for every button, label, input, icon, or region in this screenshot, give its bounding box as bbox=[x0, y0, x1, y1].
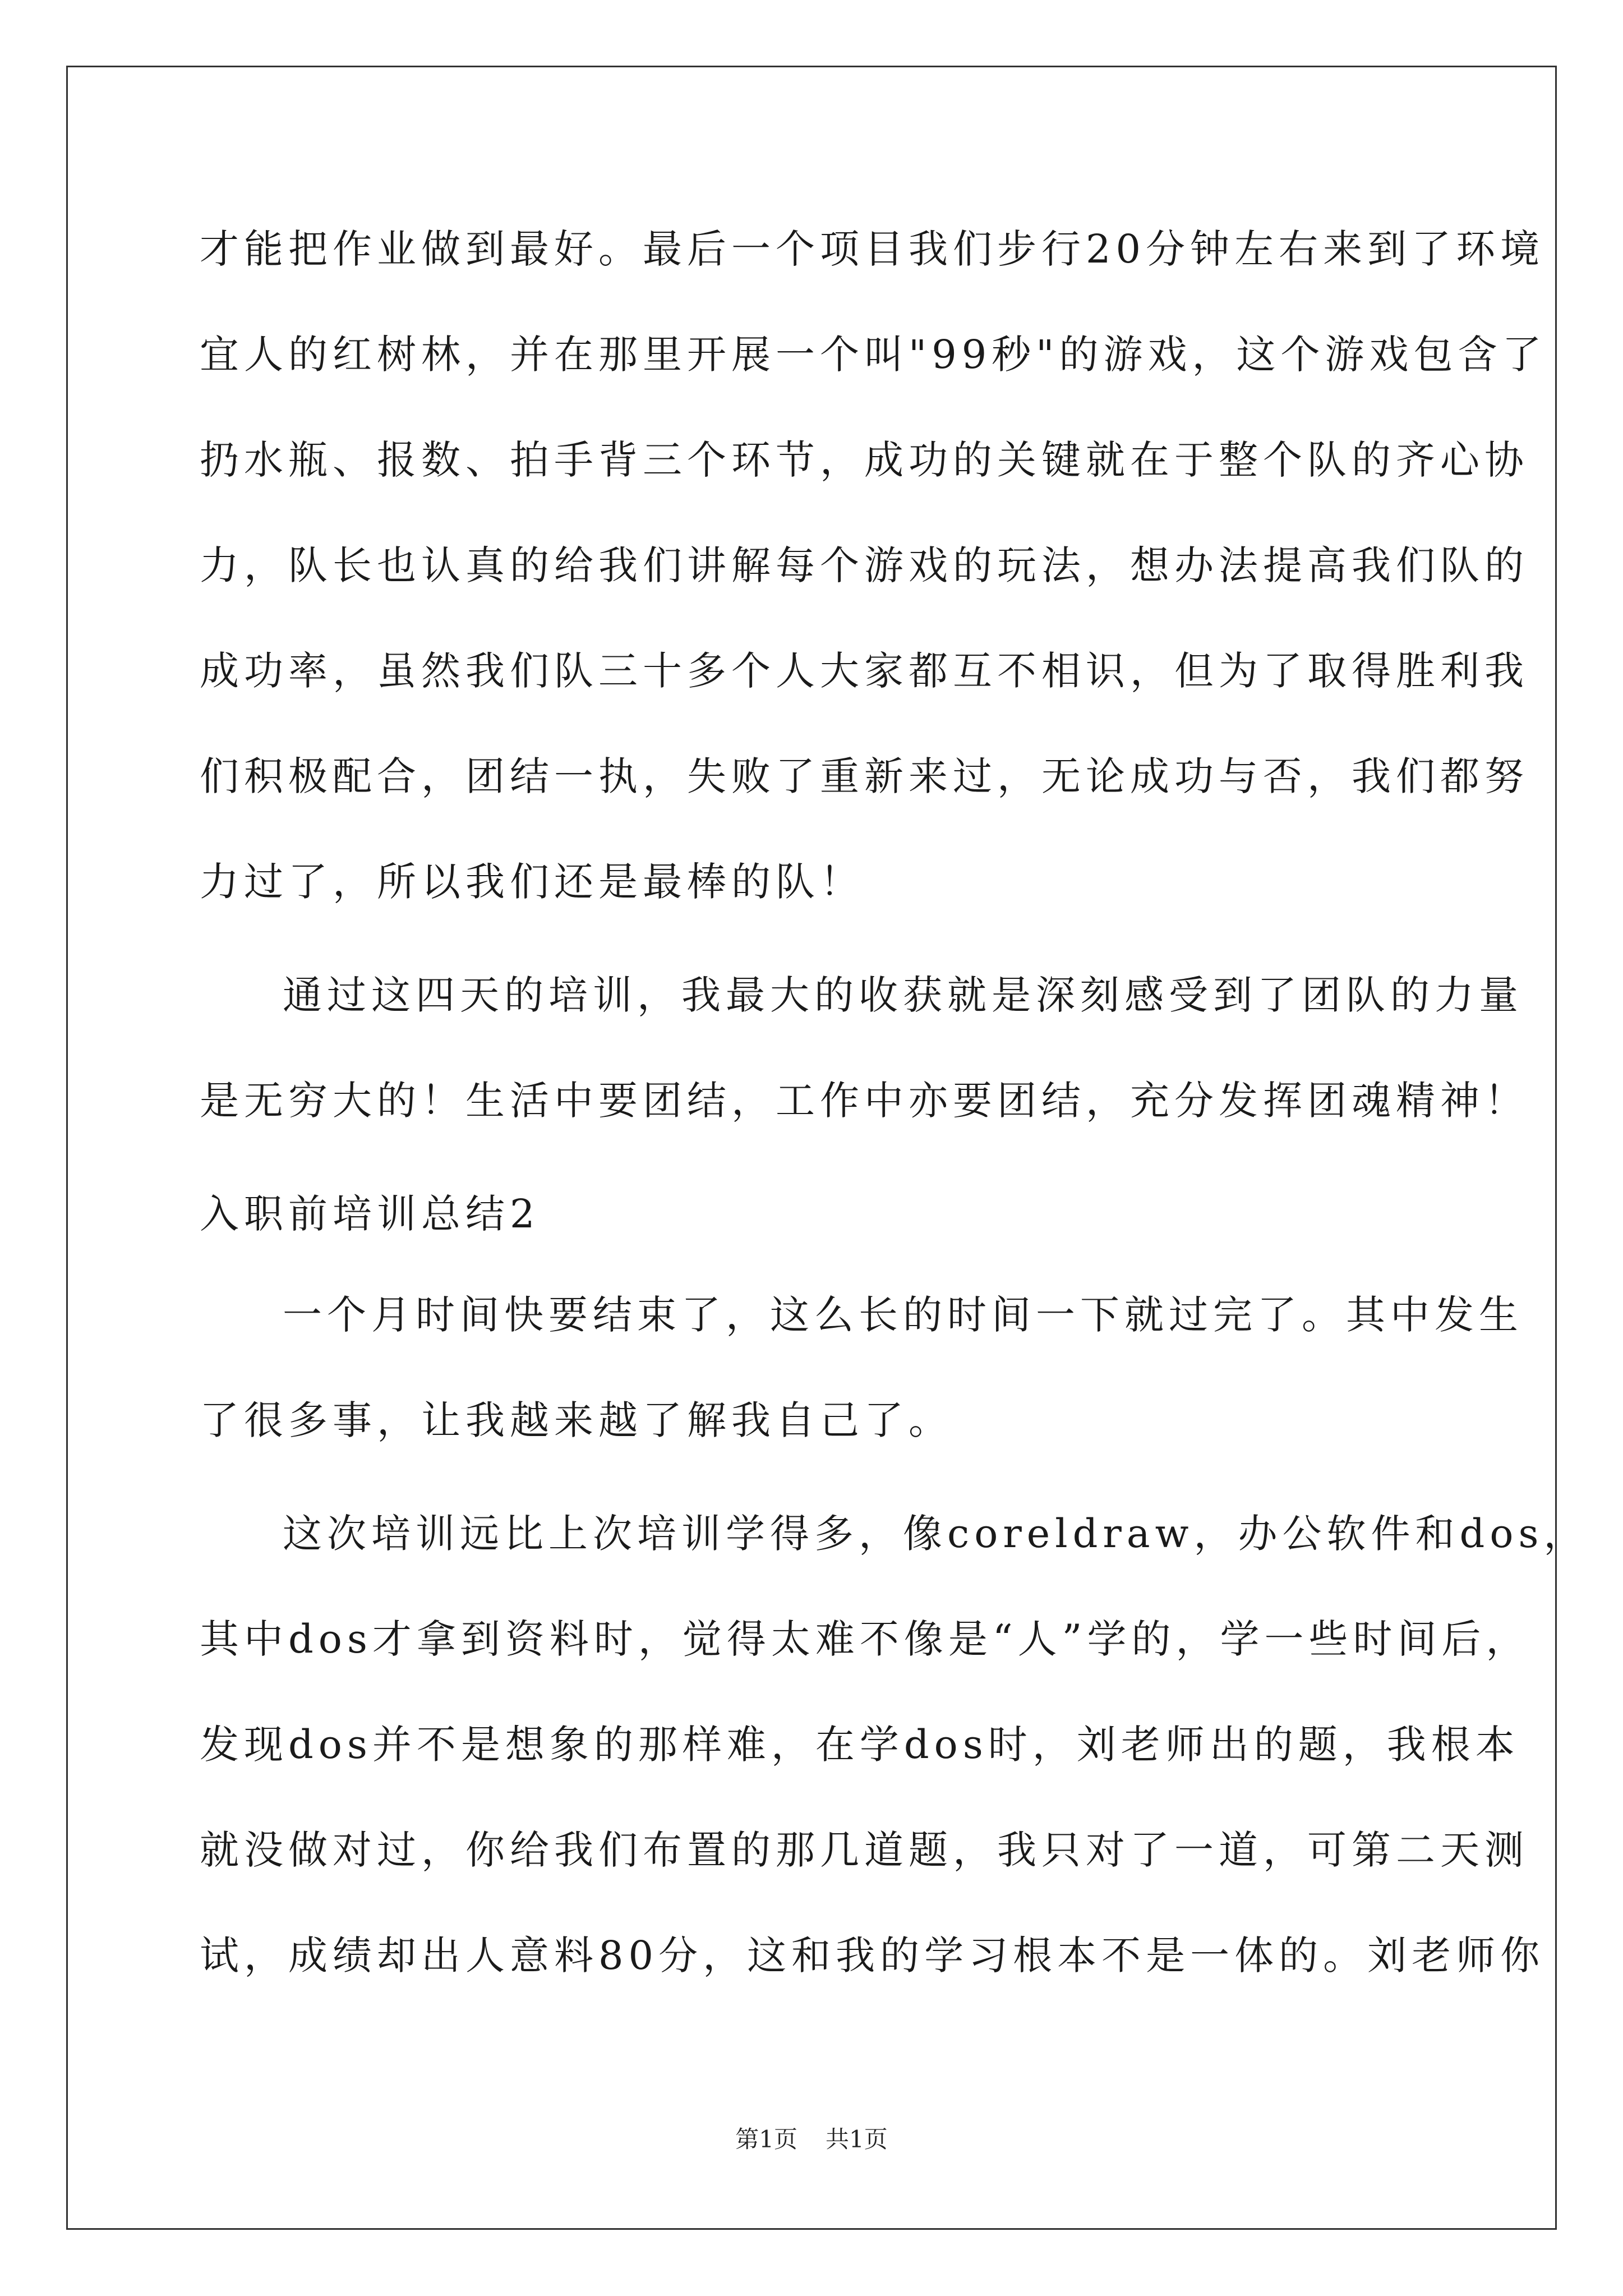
paragraph-line: 力过了，所以我们还是最棒的队！ bbox=[200, 859, 864, 905]
paragraph-line: 们积极配合，团结一执，失败了重新来过，无论成功与否，我们都努 bbox=[200, 753, 1529, 799]
paragraph-line: 是无穷大的！生活中要团结，工作中亦要团结，充分发挥团魂精神！ bbox=[200, 1078, 1529, 1124]
paragraph-line: 试，成绩却出人意料80分，这和我的学习根本不是一体的。刘老师你 bbox=[200, 1932, 1545, 1978]
paragraph-line: 一个月时间快要结束了，这么长的时间一下就过完了。其中发生 bbox=[283, 1292, 1523, 1338]
paragraph-line: 成功率，虽然我们队三十多个人大家都互不相识，但为了取得胜利我 bbox=[200, 648, 1529, 694]
paragraph-line: 力，队长也认真的给我们讲解每个游戏的玩法，想办法提高我们队的 bbox=[200, 542, 1529, 588]
paragraph-line: 其中dos才拿到资料时，觉得太难不像是“人”学的，学一些时间后， bbox=[200, 1616, 1530, 1662]
paragraph-line: 了很多事，让我越来越了解我自己了。 bbox=[200, 1397, 953, 1443]
paragraph-line: 发现dos并不是想象的那样难，在学dos时，刘老师出的题，我根本 bbox=[200, 1722, 1520, 1768]
paragraph-line: 宜人的红树林，并在那里开展一个叫"99秒"的游戏，这个游戏包含了 bbox=[200, 332, 1547, 378]
paragraph-line: 这次培训远比上次培训学得多，像coreldraw，办公软件和dos， bbox=[283, 1511, 1588, 1557]
page-total: 共1页 bbox=[826, 2125, 888, 2153]
page-border bbox=[66, 66, 1588, 2230]
section-heading: 入职前培训总结2 bbox=[200, 1191, 540, 1237]
page-number: 第1页 bbox=[735, 2125, 797, 2153]
paragraph-line: 才能把作业做到最好。最后一个项目我们步行20分钟左右来到了环境 bbox=[200, 226, 1545, 272]
paragraph-line: 就没做对过，你给我们布置的那几道题，我只对了一道，可第二天测 bbox=[200, 1827, 1529, 1873]
paragraph-line: 通过这四天的培训，我最大的收获就是深刻感受到了团队的力量 bbox=[283, 972, 1523, 1018]
paragraph-line: 扔水瓶、报数、拍手背三个环节，成功的关键就在于整个队的齐心协 bbox=[200, 437, 1529, 483]
page-footer bbox=[0, 2123, 1623, 2156]
